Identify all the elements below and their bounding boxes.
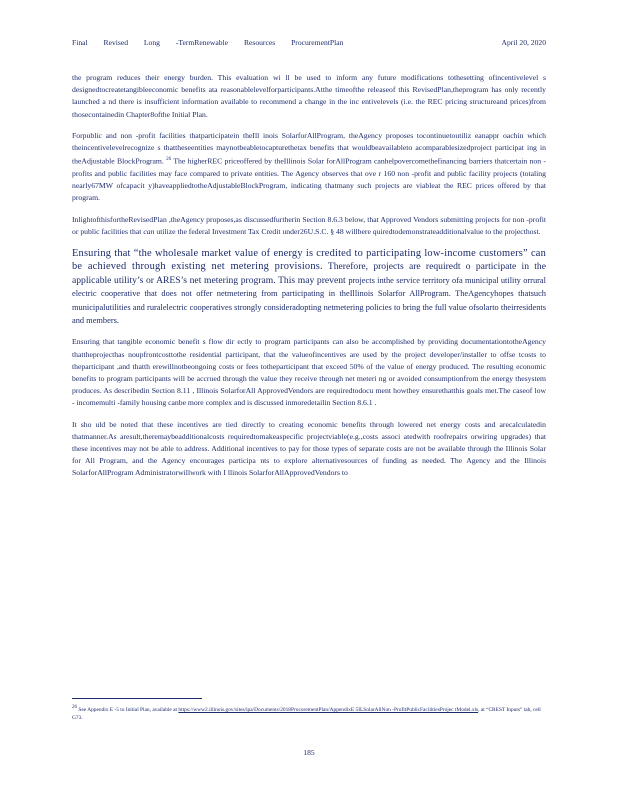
footnote bbox=[72, 704, 546, 722]
paragraph-revised-plan bbox=[72, 214, 546, 238]
footnote-tail: , at “CREST Inputs” tab, cell G73. bbox=[72, 706, 541, 721]
paragraph-text: Forpublic and non -profit facilities thatparticipatein theIll inois SolarforAllProgram, theAgency proposes tocontinuetoutiliz eanappr oachin which theincentivelevelrecognize s thattheseentities maynotbeabletocapturethetax benefits that wouldbeavailableto acomparablesizedproject participat ing in theAdjustable BlockProgram. bbox=[72, 130, 546, 166]
header-word: Revised bbox=[103, 38, 128, 47]
paragraph-text: InlightofthisfortheRevisedPlan ,theAgency proposes,as discussedfurtherin Section 8.6.3 below, that Approved Vendors submitting projects for non -profit or public facilities that bbox=[72, 214, 546, 236]
paragraph-evaluation: the program reduces their energy burden. This evaluation wi ll be used to inform any future modifications tothesetting ofincentivelevel s designedtocreatetangibleeconomic benefits ata reasonablelevelforparticipants.Atthe timeofthe releaseof this RevisedPlan,theprogram has only recently launched a nd there is insufficient information available to recommend a change in the inc entivelevels (i.e. the REC pricing structureand prices)from thosecontainedin Chapter8ofthe Initial Plan. bbox=[72, 73, 546, 119]
header-word: Final bbox=[72, 38, 88, 47]
paragraph-public-nonprofit bbox=[72, 130, 546, 205]
page-number: 185 bbox=[303, 748, 315, 757]
running-header bbox=[72, 38, 546, 47]
footnote-link[interactable]: https://www2.illinois.gov/sites/ipa/Documents/2018ProcurementPlan/AppendixE 5ILSolarAllNon -ProfitPublicFacilitiesProjec tModel.xls bbox=[178, 706, 479, 713]
paragraph-text: The higherREC priceoffered by theIllinois Solar forAllProgram canhelpovercomethefinancing barriers thatcertain non -profits and public facilities may face compared to private entities. The Agency observes that ove r 160 non -profit and public facility projects (totaling nearly67MW ofcapacit y)haveappliedtotheAdjustableBlockProgram, indicating thatmany such projects are viableat the REC prices offered by that program. bbox=[72, 156, 546, 203]
emphasis-can: can bbox=[143, 226, 155, 236]
paragraph-text: Therefore, projects are requiredt o participate in the applicable utility’s or ARES’s net metering program. This may prevent bbox=[72, 261, 546, 286]
header-doc-title bbox=[72, 38, 357, 47]
header-date: April 20, 2020 bbox=[501, 38, 546, 47]
body-text bbox=[72, 72, 546, 489]
footnote-divider bbox=[72, 698, 202, 699]
footnote-marker: 26 bbox=[72, 705, 77, 710]
header-word: -TermRenewable bbox=[175, 38, 229, 47]
paragraph-text: projects inthe service territory ofa municipal utility orrural electric cooperative that does not offer netmetering from participating in theIllinois Solarfor AllProgram. TheAgencyhopes thatsuch municipalutilities and ruralelectric cooperatives strongly consideradopting netmetering policies to bring the full value ofsolarto theirresidents and members. bbox=[72, 275, 546, 326]
footnote-lead: See Appendix E -5 to Initial Plan, available at bbox=[78, 706, 178, 713]
paragraph-net-metering bbox=[72, 247, 546, 327]
footnote-ref[interactable]: 26 bbox=[166, 157, 172, 163]
header-word: Long bbox=[143, 38, 160, 47]
header-word: Resources bbox=[243, 38, 276, 47]
paragraph-tangible-benefits: Ensuring that tangible economic benefit s flow dir ectly to program participants can also be accomplished by providing documentationtotheAgency thattheprojecthas noupfrontcosttothe residential participant, that the valueofincentives are used by the project developer/installer to offse tcosts to theparticipant ,and thatth erewillnotbeongoing costs or fees totheparticipant that exceed 50% of the value of energy produced. The resulting economic benefits to program participants will be accrued through the value they receive through net meteri ng or avoided consumptionfrom the energy thesystem produces. As describedin Section 8.11 , Illinois SolarforAll ApprovedVendors are requiredtodocu ment howthey ensurethatthis goals met.The caseof low - incomemulti -family housing canbe more complex and is discussed inmoredetailin Section 8.6.1 . bbox=[72, 337, 546, 408]
paragraph-text: utilize the federal Investment Tax Credit under26U.S.C. § 48 willbere quiredtodemonstrateadditionalvalue to the projecthost. bbox=[156, 226, 541, 236]
header-word: ProcurementPlan bbox=[291, 38, 344, 47]
paragraph-incentives-note: It sho uld be noted that these incentives are tied directly to creating economic benefits through lowered net energy costs and arecalculatedin thatmanner.As aresult,theremaybeadditionalcosts requiredtomakeaspecific projectviable(e.g.,costs associ atedwith roofrepairs orwiring upgrades) that these incentives may not be able to address. Additional incentives to pay for those types of separate costs are not be available through the Illinois Solar for All Program, and the Agency encourages participa nts to explore alternativesources of funding as needed. The Agency and the Illinois SolarforAllProgram Administratorwillwork with I llinois SolarforAllApprovedVendors to bbox=[72, 419, 546, 478]
paragraph-lead-text: Ensuring that “the wholesale market value of energy is credited to participating low-income customers” can be achieved through existing net metering provisions. bbox=[72, 248, 546, 273]
